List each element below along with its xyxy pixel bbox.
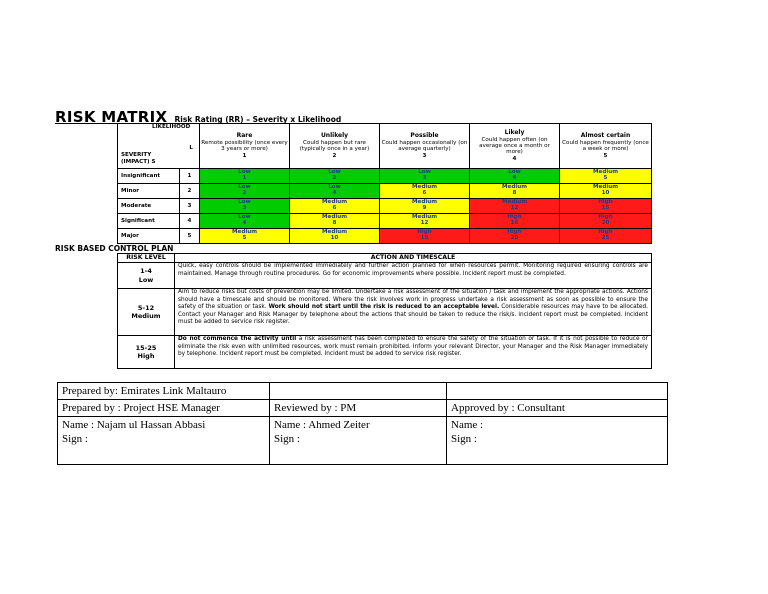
- risk-cell: Medium 12: [470, 199, 560, 214]
- risk-level-high: 15-25 High: [118, 336, 175, 369]
- action-high: Do not commence the activity until a risk assessment has been completed to ensure the safety of the situation or task. If it is not possible to reduce or eliminate the risk even with unlimited resources, work must remain prohibited. Inform your relevant Director, your Manager and the Risk Manager immediately by telephone. Incident report must be completed. Incident must be added to service risk register.: [175, 336, 652, 369]
- risk-level-header: RISK LEVEL: [118, 254, 175, 263]
- risk-cell: Low 3: [380, 169, 470, 184]
- risk-cell: Low 2: [290, 169, 380, 184]
- likelihood-letter: L: [189, 145, 193, 151]
- risk-cell: Low 3: [200, 199, 290, 214]
- risk-cell: Medium 8: [470, 184, 560, 199]
- signoff-table: [57, 382, 668, 465]
- action-low: Quick, easy controls should be implemented immediately and further action planned for when resources permit. Monitoring required ensuring controls are maintained. Manage through routine procedures. Go for economic improvements where possible. Incident report must be completed.: [175, 263, 652, 289]
- risk-cell: Medium 6: [290, 199, 380, 214]
- risk-matrix-table: [117, 123, 652, 244]
- risk-cell: Medium 10: [560, 184, 652, 199]
- prepared-by: Prepared by : Project HSE Manager: [58, 400, 270, 417]
- reviewed-by: Reviewed by : PM: [270, 400, 447, 417]
- risk-cell: Medium 12: [380, 214, 470, 229]
- risk-cell: Medium 6: [380, 184, 470, 199]
- likelihood-header-2: Unlikely Could happen but rare (typically once in a year) 2: [290, 124, 380, 169]
- risk-level-low: 1-4 Low: [118, 263, 175, 289]
- severity-number: 2: [180, 184, 200, 199]
- reviewer-details: Name : Ahmed Zeiter Sign :: [270, 417, 447, 465]
- likelihood-header-3: Possible Could happen occasionally (on average quarterly) 3: [380, 124, 470, 169]
- matrix-corner: [118, 124, 200, 169]
- risk-cell: Medium 10: [290, 229, 380, 244]
- likelihood-header-4: Likely Could happen often (on average once a month or more) 4: [470, 124, 560, 169]
- risk-cell: Medium 9: [380, 199, 470, 214]
- severity-label: Insignificant: [118, 169, 180, 184]
- approver-details: Name : Sign :: [447, 417, 668, 465]
- severity-axis-label: SEVERITY (IMPACT) S: [121, 152, 156, 165]
- severity-number: 3: [180, 199, 200, 214]
- control-plan-table: [117, 253, 652, 369]
- likelihood-axis-label: LIKELIHOOD: [152, 124, 191, 130]
- prepared-org: Prepared by: Emirates Link Maltauro: [58, 383, 270, 400]
- risk-cell: High 16: [470, 214, 560, 229]
- severity-label: Significant: [118, 214, 180, 229]
- risk-cell: High 25: [560, 229, 652, 244]
- risk-level-medium: 5-12 Medium: [118, 289, 175, 336]
- likelihood-header-5: Almost certain Could happen frequently (once a week or more) 5: [560, 124, 652, 169]
- action-medium: Aim to reduce risks but costs of prevention may be limited. Undertake a risk assessment of the situation / task and implement the appropriate actions. Actions should have a timescale and should be monitored. Where the risk involves work in progress undertake a risk assessment as soon as possible to ensure the safety of the situation or task. Work should not start until the risk is reduced to an acceptable level. Considerable resources may have to be allocated. Contact your Manager and Risk Manager by telephone about the actions that should be taken to reduce the risk/s. incident report must be completed. Incident must be added to service risk register.: [175, 289, 652, 336]
- severity-label: Moderate: [118, 199, 180, 214]
- risk-cell: High 20: [470, 229, 560, 244]
- risk-cell: Low 1: [200, 169, 290, 184]
- risk-cell: Medium 5: [560, 169, 652, 184]
- severity-number: 4: [180, 214, 200, 229]
- risk-cell: High 15: [560, 199, 652, 214]
- severity-number: 5: [180, 229, 200, 244]
- risk-cell: Low 2: [200, 184, 290, 199]
- severity-label: Major: [118, 229, 180, 244]
- risk-cell: Low 4: [290, 184, 380, 199]
- risk-cell: Medium 8: [290, 214, 380, 229]
- control-plan-title: RISK BASED CONTROL PLAN: [55, 244, 174, 253]
- severity-label: Minor: [118, 184, 180, 199]
- risk-cell: Low 4: [200, 214, 290, 229]
- risk-cell: High 15: [380, 229, 470, 244]
- action-header: ACTION AND TIMESCALE: [175, 254, 652, 263]
- title-subtitle: Risk Rating (RR) – Severity x Likelihood: [174, 115, 342, 124]
- likelihood-header-1: Rare Remote possibility (once every 3 years or more) 1: [200, 124, 290, 169]
- risk-cell: Medium 5: [200, 229, 290, 244]
- preparer-details: Name : Najam ul Hassan Abbasi Sign :: [58, 417, 270, 465]
- severity-number: 1: [180, 169, 200, 184]
- risk-cell: High 20: [560, 214, 652, 229]
- title-main: RISK MATRIX: [55, 108, 168, 126]
- risk-cell: Low 4: [470, 169, 560, 184]
- approved-by: Approved by : Consultant: [447, 400, 668, 417]
